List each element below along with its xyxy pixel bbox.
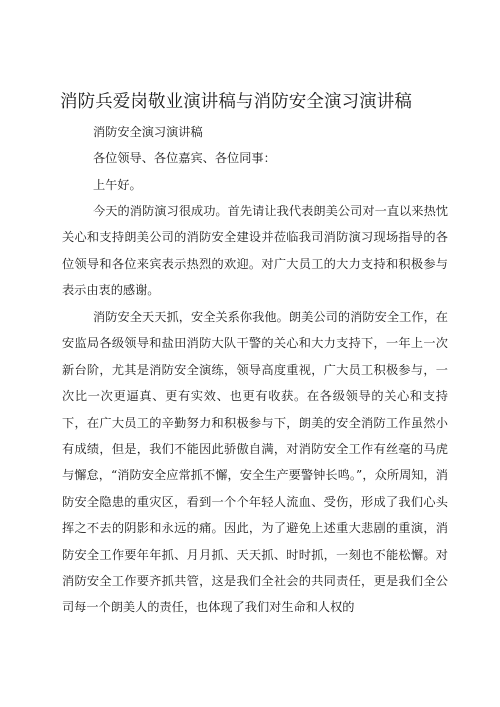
paragraph-1: 今天的消防演习很成功。首先请让我代表朗美公司对一直以来热忱关心和支持朗美公司的消防安全建设并莅临我司消防演习现场指导的各位领导和各位来宾表示热烈的欢迎。对广大员工的大力支持和积极参与表示由衷的感谢。 (62, 204, 448, 298)
subtitle: 消防安全演习演讲稿 (93, 125, 203, 139)
paragraph-2: 消防安全天天抓，安全关系你我他。朗美公司的消防安全工作，在安监局各级领导和盐田消防大队干警的关心和大力支持下，一年上一次新台阶，尤其是消防安全演练，领导高度重视，广大员工积极参与，一次比一次更逼真、更有实效、也更有收获。在各级领导的关心和支持下，在广大员工的辛勤努力和积极参与下，朗美的安全消防工作虽然小有成绩，但是，我们不能因此骄傲自满，对消防安全工作有丝毫的马虎与懈怠，“消防安全应常抓不懈，安全生产要警钟长鸣。”，众所周知，消防安全隐患的重灾区，看到一个个年轻人流血、受伤，形成了我们心头挥之不去的阴影和永远的痛。因此，为了避免上述重大悲剧的重演，消防安全工作要年年抓、月月抓、天天抓、时时抓，一刻也不能松懈。对消防安全工作要齐抓共管，这是我们全社会的共同责任，更是我们全公司每一个朗美人的责任，也体现了我们对生命和人权的 (62, 310, 448, 615)
salutation: 上午好。 (93, 178, 142, 192)
greeting: 各位领导、各位嘉宾、各位同事： (93, 151, 276, 165)
document-title: 消防兵爱岗敬业演讲稿与消防安全演习演讲稿 (60, 92, 412, 112)
